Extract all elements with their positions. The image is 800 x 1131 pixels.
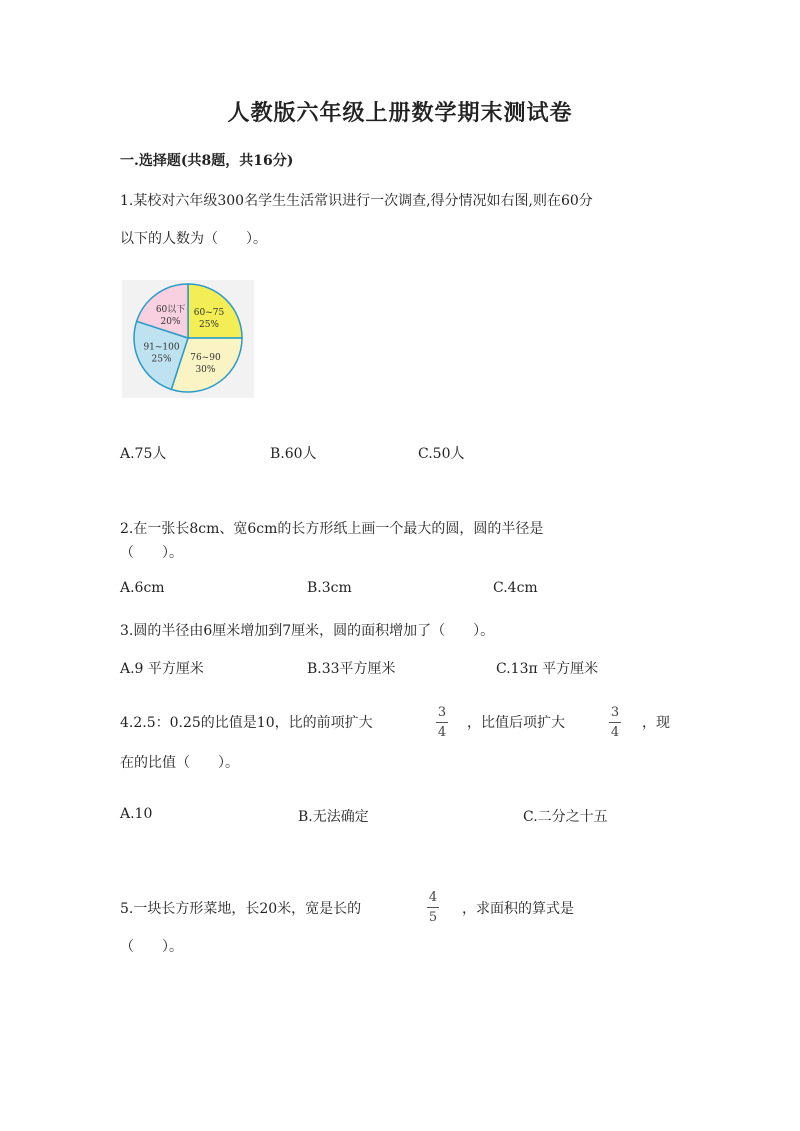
question-4-option-a[interactable]: A.10 (120, 806, 153, 822)
fraction-numerator: 3 (437, 705, 447, 720)
pie-chart-figure (122, 280, 254, 398)
fraction-denominator: 4 (610, 725, 620, 740)
question-5-text-part-1: 5.一块长方形菜地，长20米，宽是长的 (120, 901, 362, 917)
question-2-option-c[interactable]: C.4cm (493, 580, 538, 596)
fraction-three-quarters-2 (609, 706, 621, 739)
pie-label-below-60: 60以下 (155, 304, 186, 315)
page-title: 人教版六年级上册数学期末测试卷 (227, 100, 573, 126)
pie-label-60-75: 60~75 (193, 307, 225, 318)
fraction-numerator: 3 (610, 705, 620, 720)
fraction-bar (609, 722, 621, 723)
question-4-text-part-3: ，现 (642, 715, 670, 731)
question-2-line-1: 2.在一张长8cm、宽6cm的长方形纸上画一个最大的圆，圆的半径是 (120, 521, 544, 537)
question-3-option-a[interactable]: A.9 平方厘米 (120, 661, 204, 677)
pie-value-76-90: 30% (195, 365, 216, 376)
fraction-bar (436, 722, 448, 723)
question-3-option-c[interactable]: C.13π 平方厘米 (496, 661, 599, 677)
question-4-line-2: 在的比值（ ）。 (120, 755, 239, 771)
question-1-option-a[interactable]: A.75人 (120, 446, 167, 462)
fraction-denominator: 4 (437, 725, 447, 740)
question-3-option-b[interactable]: B.33平方厘米 (307, 661, 396, 677)
pie-label-76-90: 76~90 (190, 353, 221, 364)
question-4-text-part-2: ，比值后项扩大 (467, 715, 565, 731)
question-1-line-2: 以下的人数为（ ）。 (120, 231, 267, 247)
pie-value-below-60: 20% (160, 316, 181, 327)
question-2-line-2: （ ）。 (120, 545, 183, 561)
fraction-four-fifths (427, 891, 439, 924)
question-4-option-b[interactable]: B.无法确定 (298, 809, 369, 825)
pie-chart (122, 280, 254, 398)
fraction-numerator: 4 (428, 890, 438, 905)
fraction-three-quarters-1 (436, 706, 448, 739)
question-1-option-c[interactable]: C.50人 (418, 446, 465, 462)
question-3-line-1: 3.圆的半径由6厘米增加到7厘米，圆的面积增加了（ ）。 (120, 623, 495, 639)
fraction-bar (427, 907, 439, 908)
pie-value-60-75: 25% (198, 319, 220, 330)
question-1-line-1: 1.某校对六年级300名学生生活常识进行一次调查,得分情况如右图,则在60分 (120, 193, 593, 209)
question-1-option-b[interactable]: B.60人 (270, 446, 317, 462)
fraction-denominator: 5 (428, 910, 438, 925)
question-4-text-part-1: 4.2.5：0.25的比值是10，比的前项扩大 (120, 715, 373, 731)
section-heading: 一.选择题(共8题，共16分) (120, 153, 294, 169)
question-4-option-c[interactable]: C.二分之十五 (523, 809, 608, 825)
question-2-option-a[interactable]: A.6cm (120, 580, 165, 596)
question-5-text-part-2: ，求面积的算式是 (462, 901, 574, 917)
question-2-option-b[interactable]: B.3cm (307, 580, 352, 596)
pie-value-91-100: 25% (151, 354, 172, 365)
question-5-line-2: （ ）。 (120, 939, 183, 955)
pie-label-91-100: 91~100 (143, 342, 180, 353)
